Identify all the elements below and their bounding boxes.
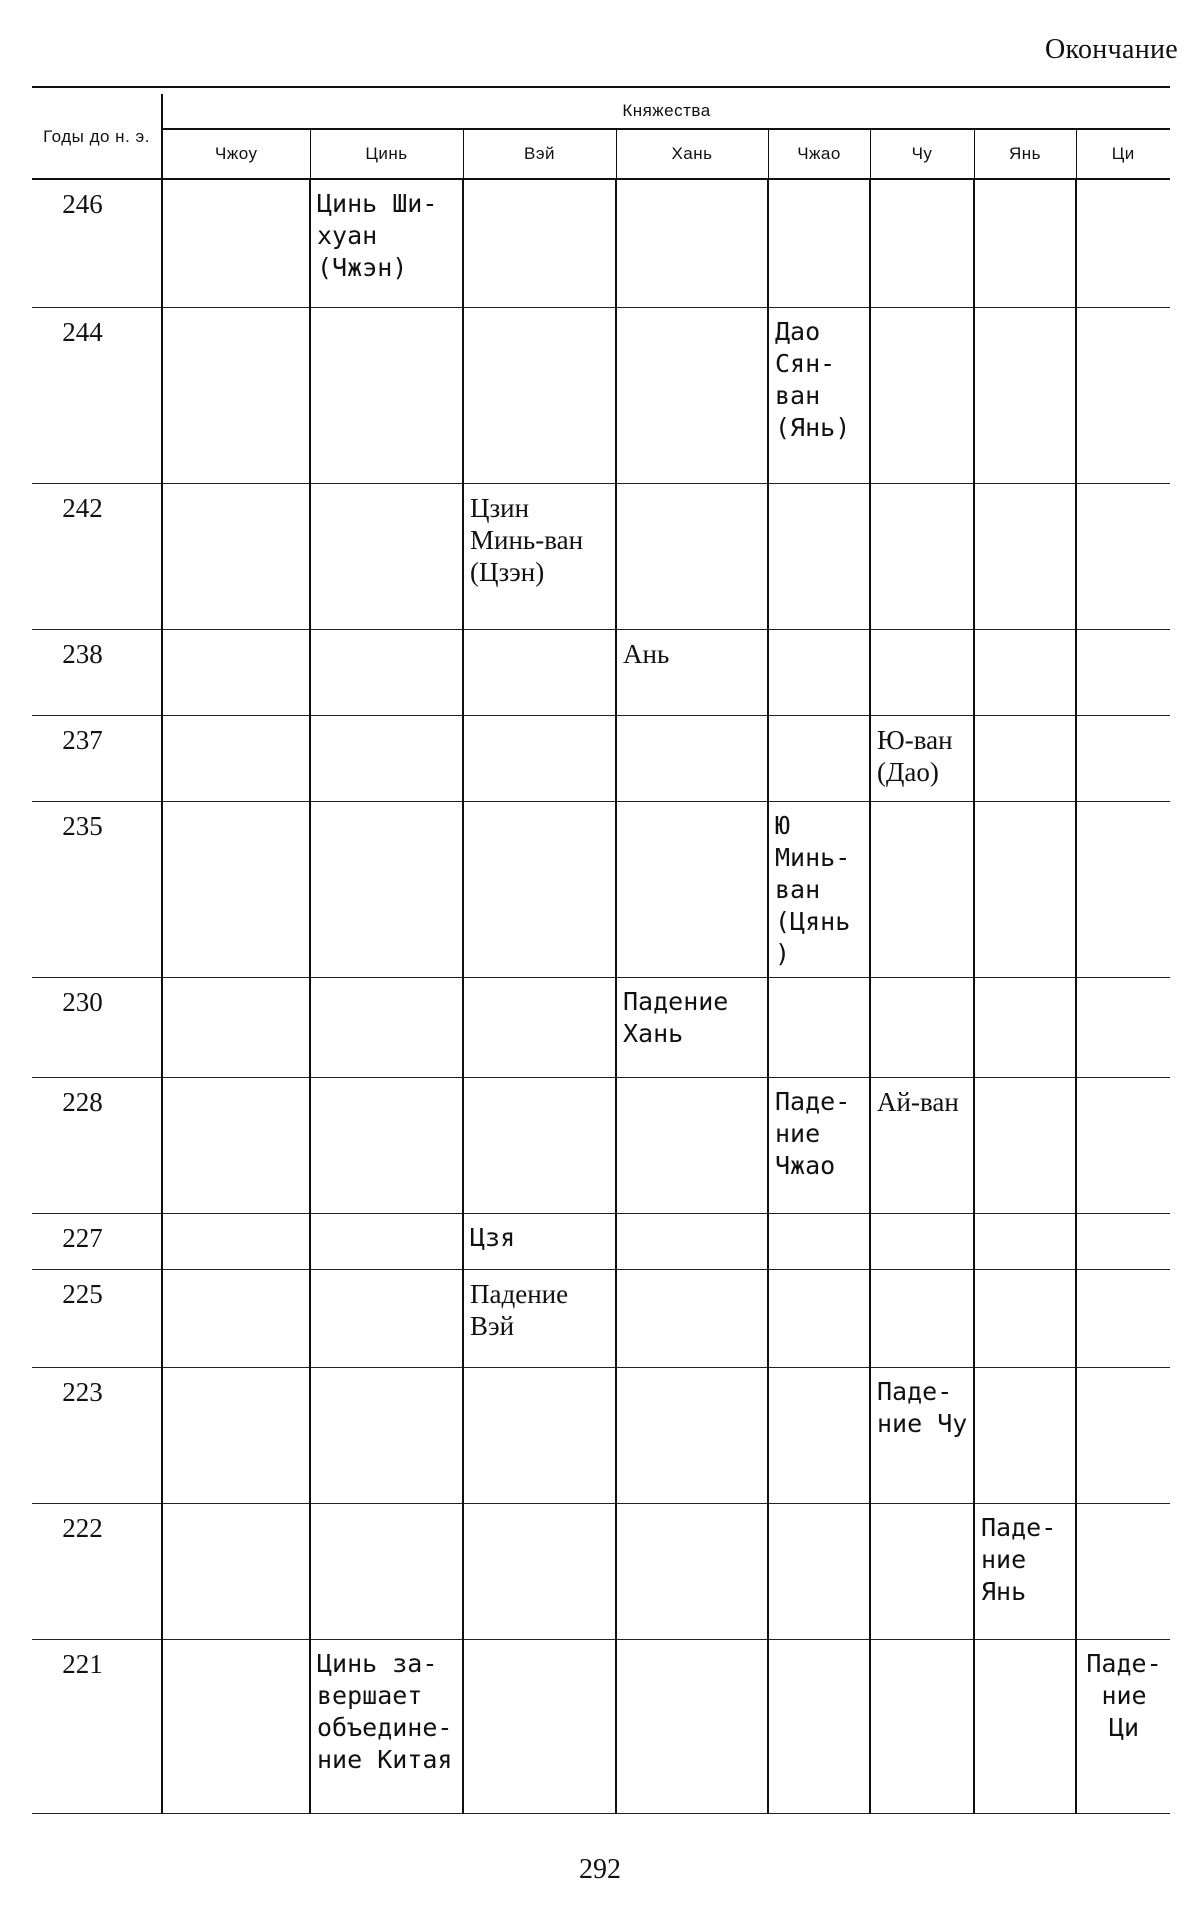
state-cell xyxy=(162,483,310,629)
state-cell xyxy=(1076,801,1170,977)
state-header-chu: Чу xyxy=(870,129,974,179)
year-cell: 223 xyxy=(32,1367,162,1503)
table-body xyxy=(32,179,1170,1813)
state-cell xyxy=(162,715,310,801)
state-cell xyxy=(974,1639,1076,1813)
year-cell: 244 xyxy=(32,307,162,483)
year-cell: 222 xyxy=(32,1503,162,1639)
state-cell xyxy=(768,1269,870,1367)
state-cell xyxy=(974,1367,1076,1503)
year-cell: 230 xyxy=(32,977,162,1077)
state-cell xyxy=(616,483,768,629)
state-cell xyxy=(310,483,463,629)
year-cell: 221 xyxy=(32,1639,162,1813)
state-header-wei: Вэй xyxy=(463,129,616,179)
state-cell xyxy=(310,1367,463,1503)
table-row xyxy=(32,1367,1170,1503)
state-cell: Падение Хань xyxy=(616,977,768,1077)
year-cell: 238 xyxy=(32,629,162,715)
state-cell xyxy=(310,307,463,483)
state-cell xyxy=(310,801,463,977)
state-cell xyxy=(616,1367,768,1503)
state-cell xyxy=(463,1503,616,1639)
state-cell xyxy=(870,629,974,715)
state-cell xyxy=(768,179,870,307)
state-cell: Падение Вэй xyxy=(463,1269,616,1367)
state-cell xyxy=(162,1503,310,1639)
state-header-han: Хань xyxy=(616,129,768,179)
table-row xyxy=(32,629,1170,715)
state-cell xyxy=(616,1503,768,1639)
state-header-zhou: Чжоу xyxy=(162,129,310,179)
table-row xyxy=(32,179,1170,307)
state-cell xyxy=(463,179,616,307)
state-cell xyxy=(768,1503,870,1639)
state-cell xyxy=(616,1213,768,1269)
state-cell xyxy=(870,977,974,1077)
years-column-header: Годы до н. э. xyxy=(32,94,162,179)
state-cell xyxy=(463,1367,616,1503)
year-cell: 235 xyxy=(32,801,162,977)
state-cell xyxy=(162,801,310,977)
state-cell: Паде-ние Ци xyxy=(1076,1639,1170,1813)
state-cell xyxy=(463,977,616,1077)
state-cell xyxy=(1076,1269,1170,1367)
state-cell xyxy=(870,307,974,483)
state-cell xyxy=(974,1077,1076,1213)
state-cell: Цзин Минь-ван (Цзэн) xyxy=(463,483,616,629)
state-cell xyxy=(162,1269,310,1367)
state-cell xyxy=(974,629,1076,715)
state-cell xyxy=(310,715,463,801)
state-header-qin: Цинь xyxy=(310,129,463,179)
state-cell: Паде-ние Чу xyxy=(870,1367,974,1503)
state-cell xyxy=(870,1213,974,1269)
state-cell: Паде-ние Чжао xyxy=(768,1077,870,1213)
table-header xyxy=(32,94,1170,179)
state-cell xyxy=(162,1077,310,1213)
state-cell xyxy=(310,1213,463,1269)
state-cell xyxy=(870,801,974,977)
state-cell xyxy=(870,1639,974,1813)
table-row xyxy=(32,1269,1170,1367)
state-cell xyxy=(1076,1213,1170,1269)
state-cell xyxy=(1076,1367,1170,1503)
state-cell xyxy=(1076,179,1170,307)
state-cell xyxy=(768,1367,870,1503)
year-cell: 242 xyxy=(32,483,162,629)
table-row xyxy=(32,801,1170,977)
state-header-zhao: Чжао xyxy=(768,129,870,179)
state-cell: Ю Минь-ван (Цянь) xyxy=(768,801,870,977)
year-cell: 227 xyxy=(32,1213,162,1269)
state-cell: Ю-ван (Дао) xyxy=(870,715,974,801)
state-cell xyxy=(616,1269,768,1367)
table-continuation-caption: Окончание xyxy=(1045,34,1178,65)
state-cell xyxy=(1076,629,1170,715)
year-cell: 228 xyxy=(32,1077,162,1213)
state-cell xyxy=(974,307,1076,483)
state-cell xyxy=(1076,307,1170,483)
state-cell xyxy=(974,977,1076,1077)
state-cell xyxy=(463,307,616,483)
state-cell xyxy=(1076,1077,1170,1213)
state-cell xyxy=(768,977,870,1077)
table-row xyxy=(32,1503,1170,1639)
state-cell xyxy=(974,715,1076,801)
state-cell xyxy=(310,1503,463,1639)
state-cell xyxy=(310,1077,463,1213)
state-cell xyxy=(310,1269,463,1367)
state-cell xyxy=(162,1213,310,1269)
year-cell: 246 xyxy=(32,179,162,307)
state-cell xyxy=(463,1639,616,1813)
state-cell: Цинь за-вершает объедине-ние Китая xyxy=(310,1639,463,1813)
year-cell: 225 xyxy=(32,1269,162,1367)
table-row xyxy=(32,307,1170,483)
state-cell xyxy=(162,307,310,483)
state-cell xyxy=(162,1367,310,1503)
table-row xyxy=(32,1639,1170,1813)
state-cell xyxy=(768,1213,870,1269)
state-cell xyxy=(463,1077,616,1213)
state-cell xyxy=(768,629,870,715)
state-header-qi: Ци xyxy=(1076,129,1170,179)
state-cell xyxy=(310,977,463,1077)
state-cell xyxy=(870,1503,974,1639)
state-cell xyxy=(616,715,768,801)
state-cell: Ай-ван xyxy=(870,1077,974,1213)
state-cell xyxy=(463,715,616,801)
state-cell xyxy=(310,629,463,715)
state-cell xyxy=(463,629,616,715)
page-number: 292 xyxy=(579,1854,621,1885)
state-header-yan: Янь xyxy=(974,129,1076,179)
state-cell xyxy=(974,483,1076,629)
states-group-header: Княжества xyxy=(162,94,1170,129)
state-cell xyxy=(1076,715,1170,801)
state-cell xyxy=(162,977,310,1077)
state-cell xyxy=(616,1077,768,1213)
state-cell: Цзя xyxy=(463,1213,616,1269)
state-cell xyxy=(616,307,768,483)
state-cell xyxy=(974,1213,1076,1269)
state-cell xyxy=(162,629,310,715)
state-cell xyxy=(870,179,974,307)
state-cell: Цинь Ши-хуан (Чжэн) xyxy=(310,179,463,307)
year-cell: 237 xyxy=(32,715,162,801)
table-row xyxy=(32,1077,1170,1213)
state-cell xyxy=(616,1639,768,1813)
chronology-table xyxy=(32,94,1170,1814)
state-cell xyxy=(768,1639,870,1813)
table-row xyxy=(32,715,1170,801)
state-cell xyxy=(1076,483,1170,629)
table-row xyxy=(32,977,1170,1077)
state-cell xyxy=(768,715,870,801)
table-row xyxy=(32,1213,1170,1269)
state-cell: Дао Сян-ван (Янь) xyxy=(768,307,870,483)
state-cell: Ань xyxy=(616,629,768,715)
state-cell xyxy=(974,801,1076,977)
state-cell xyxy=(974,179,1076,307)
state-cell xyxy=(974,1269,1076,1367)
state-cell xyxy=(463,801,616,977)
state-cell xyxy=(162,179,310,307)
table-top-rule xyxy=(32,86,1170,88)
state-cell: Паде-ние Янь xyxy=(974,1503,1076,1639)
table-row xyxy=(32,483,1170,629)
state-cell xyxy=(162,1639,310,1813)
state-cell xyxy=(1076,1503,1170,1639)
state-cell xyxy=(616,179,768,307)
state-cell xyxy=(616,801,768,977)
state-cell xyxy=(870,483,974,629)
state-cell xyxy=(1076,977,1170,1077)
state-cell xyxy=(870,1269,974,1367)
state-cell xyxy=(768,483,870,629)
